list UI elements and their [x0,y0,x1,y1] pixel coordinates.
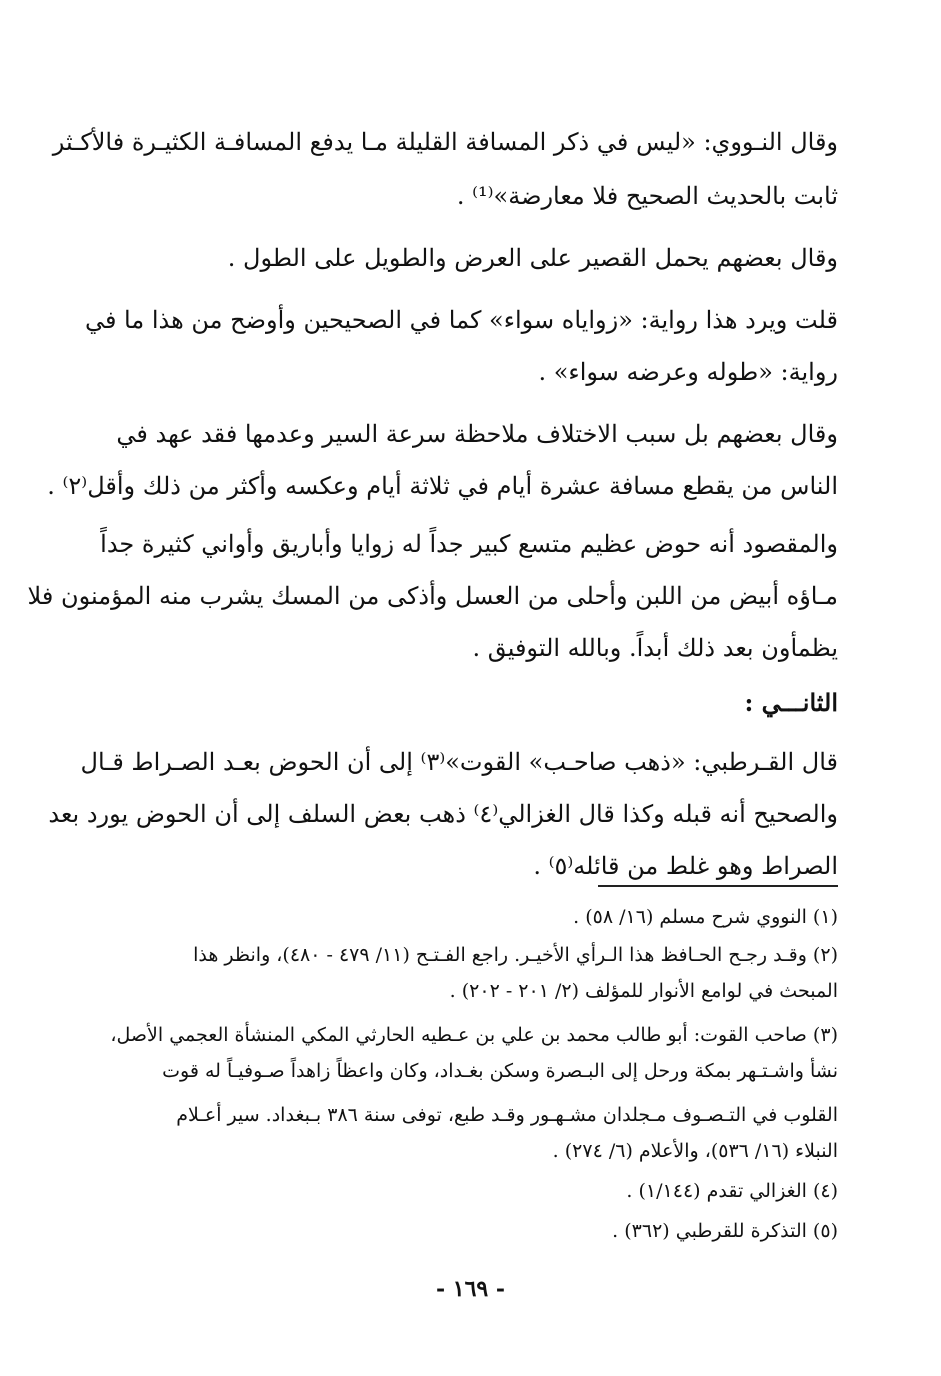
section-heading: الثانـــي : [744,688,838,717]
footnote-line-3: المبحث في لوامع الأنوار للمؤلف (٢/ ٢٠١ - ٢٠٢) . [449,980,838,1002]
body-line-8: والمقصود أنه حوض عظيم متسع كبير جداً له زوايا وأباريق وأواني كثيرة جداً [100,530,838,558]
footnote-line-6: القلوب في التـصـوف مـجلدان مشـهـور وقـد طبع، توفى سنة ٣٨٦ بـبغداد. سير أعـلام [176,1104,838,1126]
body-line-9: مـاؤه أبيض من اللبن وأحلى من العسل وأذكى من المسك يشرب منه المؤمنون فلا [27,582,838,610]
body-line-12: والصحيح أنه قبله وكذا قال الغزالي⁽٤⁾ ذهب بعض السلف إلى أن الحوض يورد بعد [48,800,838,828]
body-line-13: الصراط وهو غلط من قائله⁽٥⁾ . [533,852,838,880]
body-line-7: الناس من يقطع مسافة عشرة أيام في ثلاثة أيام وعكسه وأكثر من ذلك وأقل⁽٢⁾ . [47,472,838,500]
body-line-4: قلت ويرد هذا رواية: «زواياه سواء» كما في الصحيحين وأوضح من هذا ما في [84,306,838,334]
footnote-divider [598,885,838,887]
body-line-11: قال القـرطبي: «ذهب صاحـب» القوت»⁽٣⁾ إلى أن الحوض بعـد الصـراط قـال [80,748,838,776]
footnote-line-8: (٤) الغزالي تقدم (١/١٤٤) . [626,1180,838,1202]
body-line-2: ثابت بالحديث الصحيح فلا معارضة»⁽¹⁾ . [456,182,838,210]
body-line-3: وقال بعضهم يحمل القصير على العرض والطويل على الطول . [227,244,838,272]
body-line-6: وقال بعضهم بل سبب الاختلاف ملاحظة سرعة السير وعدمها فقد عهد في [116,420,838,448]
footnote-line-4: (٣) صاحب القوت: أبو طالب محمد بن علي بن عـطيه الحارثي المكي المنشأة العجمي الأصل، [110,1024,838,1046]
body-line-10: يظمأون بعد ذلك أبداً. وبالله التوفيق . [472,634,838,662]
body-line-1: وقال النـووي: «ليس في ذكر المسافة القليلة مـا يدفع المسافـة الكثيـرة فالأكـثر [52,128,838,156]
footnote-line-5: نشأ واشـتـهر بمكة ورحل إلى البـصرة وسكن بغـداد، وكان واعظاً زاهداً صـوفيـاً له قوت [162,1060,838,1082]
body-line-5: رواية: «طوله وعرضه سواء» . [538,358,838,386]
footnote-line-1: (١) النووي شرح مسلم (١٦/ ٥٨) . [573,906,838,928]
footnote-line-7: النبلاء (١٦/ ٥٣٦)، والأعلام (٦/ ٢٧٤) . [552,1140,838,1162]
footnote-line-9: (٥) التذكرة للقرطبي (٣٦٢) . [612,1220,838,1242]
footnote-line-2: (٢) وقـد رجـح الحـافظ هذا الـرأي الأخيـر. راجع الفـتـح (١١/ ٤٧٩ - ٤٨٠)، وانظر هذا [193,944,838,966]
page-number: - ١٦٩ - [435,1276,506,1302]
